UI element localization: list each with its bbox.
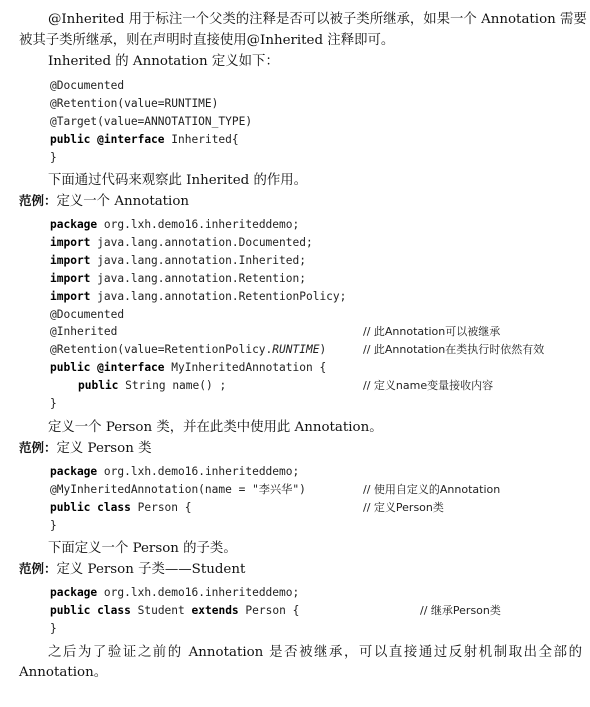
code-token: Inherited{ bbox=[171, 133, 239, 146]
intro-line-2: 被其子类所继承，则在声明时直接使用@Inherited 注释即可。 bbox=[19, 33, 395, 48]
code-line: @Documented bbox=[50, 308, 125, 321]
code-token: java.lang.annotation.Inherited; bbox=[97, 254, 306, 267]
code-line bbox=[50, 361, 326, 375]
code-line: @Documented bbox=[50, 79, 125, 92]
code-line bbox=[50, 343, 326, 357]
code-line bbox=[50, 604, 299, 618]
code-token: org.lxh.demo16.inheriteddemo; bbox=[103, 465, 300, 478]
code-token: java.lang.annotation.RetentionPolicy; bbox=[97, 290, 347, 303]
code-line bbox=[50, 272, 306, 286]
keyword: package bbox=[50, 465, 98, 478]
code-line bbox=[78, 379, 226, 393]
code-token: org.lxh.demo16.inheriteddemo; bbox=[103, 218, 300, 231]
keyword: package bbox=[50, 586, 98, 599]
outro-line-2: Annotation。 bbox=[19, 665, 108, 680]
example-title: 定义一个 Annotation bbox=[56, 194, 190, 209]
example-title: 定义 Person 类 bbox=[56, 441, 152, 456]
example-title: 定义 Person 子类——Student bbox=[56, 562, 246, 577]
code-comment: // 此Annotation在类执行时依然有效 bbox=[363, 343, 545, 356]
keyword: import bbox=[50, 236, 91, 249]
keyword: public bbox=[50, 604, 91, 617]
keyword: public bbox=[78, 379, 119, 392]
code-line bbox=[50, 586, 299, 600]
code-line: @Inherited bbox=[50, 325, 118, 338]
code-line: } bbox=[50, 151, 57, 164]
paragraph: 定义一个 Person 类，并在此类中使用此 Annotation。 bbox=[48, 420, 383, 435]
code-token: MyInheritedAnnotation { bbox=[171, 361, 327, 374]
example-heading bbox=[19, 192, 189, 210]
code-comment: // 定义name变量接收内容 bbox=[363, 379, 494, 392]
code-token: String name() ; bbox=[125, 379, 227, 392]
code-token: Student bbox=[137, 604, 185, 617]
keyword: @interface bbox=[97, 133, 165, 146]
example-label: 范例： bbox=[19, 440, 57, 455]
keyword: public bbox=[50, 501, 91, 514]
code-line: @Target(value=ANNOTATION_TYPE) bbox=[50, 115, 253, 128]
paragraph: 下面通过代码来观察此 Inherited 的作用。 bbox=[48, 173, 308, 188]
keyword: public bbox=[50, 133, 91, 146]
keyword: import bbox=[50, 272, 91, 285]
code-token: @Retention(value=RetentionPolicy. bbox=[50, 343, 273, 356]
code-token: org.lxh.demo16.inheriteddemo; bbox=[103, 586, 300, 599]
code-line: } bbox=[50, 397, 57, 410]
keyword: extends bbox=[191, 604, 239, 617]
keyword: package bbox=[50, 218, 98, 231]
code-token: Person { bbox=[245, 604, 300, 617]
intro-line-3: Inherited 的 Annotation 定义如下： bbox=[48, 54, 279, 69]
code-line bbox=[50, 501, 192, 515]
code-line bbox=[50, 236, 313, 250]
example-label: 范例： bbox=[19, 193, 57, 208]
example-heading bbox=[19, 560, 245, 578]
code-line: @Retention(value=RUNTIME) bbox=[50, 97, 219, 110]
keyword: class bbox=[97, 501, 131, 514]
outro-line-1: 之后为了验证之前的 Annotation 是否被继承，可以直接通过反射机制取出全部的 bbox=[48, 645, 582, 660]
example-heading bbox=[19, 439, 152, 457]
code-line bbox=[50, 218, 299, 232]
keyword: import bbox=[50, 254, 91, 267]
code-line: @MyInheritedAnnotation(name = "李兴华") bbox=[50, 483, 306, 496]
code-line: } bbox=[50, 519, 57, 532]
code-token: ) bbox=[319, 343, 327, 356]
code-line bbox=[50, 290, 346, 304]
keyword: class bbox=[97, 604, 131, 617]
code-token: java.lang.annotation.Retention; bbox=[97, 272, 306, 285]
keyword: import bbox=[50, 290, 91, 303]
code-line bbox=[50, 254, 306, 268]
keyword: @interface bbox=[97, 361, 165, 374]
code-line: } bbox=[50, 622, 57, 635]
code-line bbox=[50, 133, 239, 147]
code-comment: // 使用自定义的Annotation bbox=[363, 483, 501, 496]
code-comment: // 此Annotation可以被继承 bbox=[363, 325, 501, 338]
code-comment: // 定义Person类 bbox=[363, 501, 444, 514]
code-token: RUNTIME bbox=[272, 343, 320, 356]
code-line bbox=[50, 465, 299, 479]
intro-line-1: @Inherited 用于标注一个父类的注释是否可以被子类所继承，如果一个 Annotation 需要 bbox=[48, 12, 587, 27]
paragraph: 下面定义一个 Person 的子类。 bbox=[48, 541, 237, 556]
example-label: 范例： bbox=[19, 561, 57, 576]
code-token: Person { bbox=[137, 501, 192, 514]
keyword: public bbox=[50, 361, 91, 374]
code-comment: // 继承Person类 bbox=[420, 604, 501, 617]
code-token: java.lang.annotation.Documented; bbox=[97, 236, 313, 249]
